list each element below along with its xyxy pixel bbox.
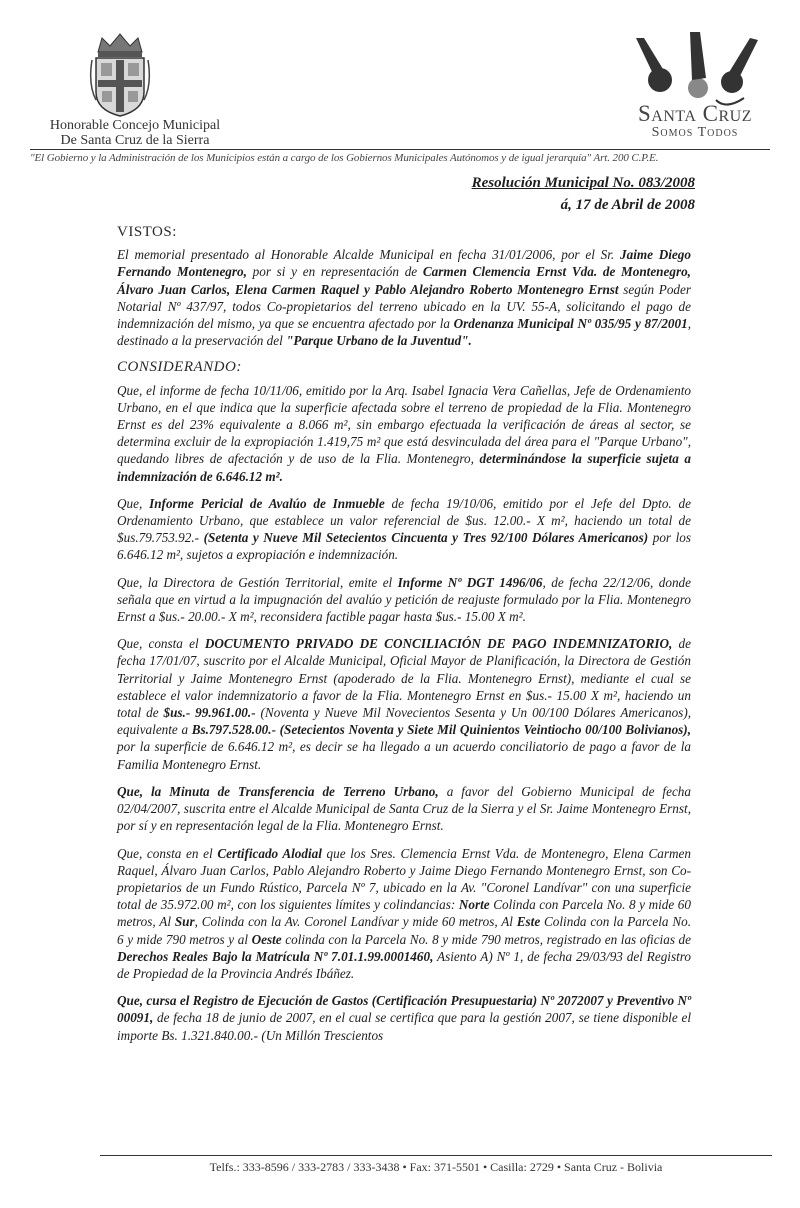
paragraph-avaluo (117, 495, 691, 564)
text-run: Asiento A) Nº 1, de fecha 29/03/93 del Registro de Propiedad de la Provincia Andrés Ibáñez. (117, 948, 691, 981)
council-line-2: De Santa Cruz de la Sierra (60, 133, 210, 148)
text-run: Que, la Directora de Gestión Territorial, emite el (117, 574, 398, 590)
text-run: (Noventa y Nueve Mil Novecientos Sesenta y Un 00/100 Dólares Americanos), equivalente a (117, 705, 692, 738)
bold-run: Bs.797.528.00.- (Setecientos Noventa y Siete Mil Quinientos Veintiocho 00/100 Bolivianos), (191, 722, 691, 738)
text-run: que los Sres. Clemencia Ernst Vda. de Montenegro, Elena Carmen Raquel, Álvaro Juan Carlos, Pablo Alejandro Roberto y Jaime Diego Fernando Montenegro Ernst, son Co-propietarios de un Fundo Rústico, Parcela Nº 7, ubicado en la Av. "Coronel Landívar" con una superficie total de 35.972.00 m², con los siguientes límites y colindancias: (117, 845, 691, 913)
text-run: de fecha 17/01/07, suscrito por el Alcalde Municipal, Oficial Mayor de Planificación, la Directora de Gestión Territorial y Jaime Montenegro Ernst (apoderado de la Flia. Montenegro Ernst), mediante el cual se establece el valor indemnizatorio a favor de la Flia. Montenegro Ernst en $us.- 15.00 X m², haciendo un total de (117, 636, 691, 721)
text-run: de fecha 18 de junio de 2007, en el cual se certifica que para la gestión 2007, se tiene disponible el importe Bs. 1.321.840.00.- (Un Millón Trescientos (117, 1010, 691, 1043)
paragraph-certificado (117, 845, 691, 983)
text-run: Colinda con la Parcela No. 6 y mide 790 metros y al (117, 914, 692, 947)
text-run: colinda con la Parcela No. 8 y mide 790 metros, registrado en las oficias de (281, 931, 691, 947)
bold-run: Ordenanza Municipal Nº 035/95 y 87/2001 (453, 316, 688, 332)
bold-run: Este (516, 914, 541, 930)
bold-run: DOCUMENTO PRIVADO DE CONCILIACIÓN DE PAGO INDEMNIZATORIO, (204, 636, 673, 652)
text-run: El memorial presentado al Honorable Alcalde Municipal en fecha 31/01/2006, por el Sr. (117, 247, 620, 263)
text-run: Que, (117, 495, 150, 511)
council-line-1: Honorable Concejo Municipal (49, 118, 221, 133)
bold-run: Jaime Diego Fernando Montenegro, (117, 247, 691, 280)
bold-run: Certificado Alodial (217, 845, 322, 861)
bold-run: Oeste (251, 931, 282, 947)
text-run: Que, el informe de fecha 10/11/06, emitido por la Arq. Isabel Ignacia Vera Cañellas, Jefe de Ordenamiento Urbano, en el que indica que la superficie afectada sobre el terreno de propiedad de la Flia. Montenegro Ernst es del 23% equivalente a 8.066 m², sin embargo efectuada la verificación de áreas al sector, se determina excluir de la expropiación 1.419,75 m² que está desvinculada del área para el "Parque Urbano", quedando libres de afectación y de uso de la Flia. Montenegro, (117, 382, 691, 467)
bold-run: $us.- 99.961.00.- (163, 705, 256, 721)
text-run: a favor del Gobierno Municipal de fecha 02/04/2007, suscrita entre el Alcalde Municipal de Santa Cruz de la Sierra y el Sr. Jaime Montenegro Ernst, por sí y en representación legal de la Flia. Montenegro Ernst. (117, 783, 691, 834)
text-run: Que, consta el (117, 636, 205, 652)
text-run: , Colinda con la Av. Coronel Landívar y mide 60 metros, Al (194, 914, 517, 930)
paragraph-vistos (117, 246, 691, 349)
bold-run: Derechos Reales Bajo la Matrícula Nº 7.01.1.99.0001460, (117, 948, 434, 964)
coat-of-arms-icon (88, 30, 152, 118)
text-run: por si y en representación de (246, 264, 423, 280)
bold-run: Sur (174, 914, 195, 930)
footer-divider (100, 1155, 772, 1156)
bold-run: determinándose la superficie sujeta a indemnización de 6.646.12 m². (117, 451, 691, 484)
section-vistos: VISTOS: (117, 224, 177, 240)
paragraph-registro-gastos (117, 992, 691, 1044)
header-divider (30, 149, 770, 150)
text-run: por los 6.646.12 m², sujetos a expropiación e indemnización. (117, 530, 691, 563)
brand-name: Santa Cruz (637, 101, 753, 126)
council-name (30, 118, 240, 148)
text-run: , de fecha 22/12/06, donde señala que en virtud a la impugnación del avalúo y petición de reajuste formulado por la Flia. Montenegro Ernst a $us.- 20.00.- X m², reconsidera factible pagar hasta $us.- 15.00 X m². (117, 574, 691, 625)
section-considerando: CONSIDERANDO: (117, 359, 242, 376)
text-run: , destinado a la preservación del (117, 316, 691, 349)
footer-contact: Telfs.: 333-8596 / 333-2783 / 333-3438 • Fax: 371-5501 • Casilla: 2729 • Santa Cruz - Bolivia (209, 1160, 663, 1174)
paragraph-informe-dgt (117, 574, 691, 626)
brand-slogan: Somos Todos (651, 125, 739, 140)
bold-run: (Setenta y Nueve Mil Setecientos Cincuenta y Tres 92/100 Dólares Americanos) (203, 530, 649, 546)
bold-run: "Parque Urbano de la Juventud". (286, 333, 472, 349)
bold-run: Informe Nº DGT 1496/06 (397, 574, 543, 590)
resolution-number: Resolución Municipal No. 083/2008 (471, 175, 695, 191)
text-run: según Poder Notarial Nº 437/97, todos Co-propietarios del terreno ubicado en la UV. 55-A, solicitando el pago de indemnización del mismo, ya que se encuentra afectado por la (117, 281, 692, 332)
resolution-date: á, 17 de Abril de 2008 (560, 197, 695, 213)
document-body (117, 224, 691, 1054)
resolution-heading (472, 172, 695, 216)
text-run: por la superficie de 6.646.12 m², es decir se ha llegado a un acuerdo conciliatorio de pago a favor de la Familia Montenegro Ernst. (117, 739, 691, 772)
text-run: Colinda con Parcela No. 8 y mide 60 metros, Al (117, 897, 691, 930)
bold-run: Carmen Clemencia Ernst Vda. de Montenegro, Álvaro Juan Carlos, Elena Carmen Raquel y Pablo Alejandro Roberto Montenegro Ernst (117, 264, 691, 297)
paragraph-conciliacion (117, 635, 691, 773)
bold-run: Informe Pericial de Avalúo de Inmueble (149, 495, 385, 511)
paragraph-informe-urbano (117, 382, 691, 485)
bold-run: Norte (458, 897, 490, 913)
paragraph-minuta (117, 783, 691, 835)
text-run: de fecha 19/10/06, emitido por el Jefe del Dpto. de Ordenamiento Urbano, que establece un valor referencial de $us. 12.00.- X m², haciendo un total de $us.79.753.92.- (117, 495, 691, 546)
text-run: Que, consta en el (117, 845, 218, 861)
bold-run: Que, la Minuta de Transferencia de Terreno Urbano, (117, 783, 439, 799)
constitution-quote: "El Gobierno y la Administración de los Municipios están a cargo de los Gobiernos Municipales Autónomos y de igual jerarquía" Art. 200 C.P.E. (30, 152, 659, 164)
bold-run: Que, cursa el Registro de Ejecución de Gastos (Certificación Presupuestaria) Nº 2072007 y Preventivo Nº 00091, (117, 993, 691, 1026)
